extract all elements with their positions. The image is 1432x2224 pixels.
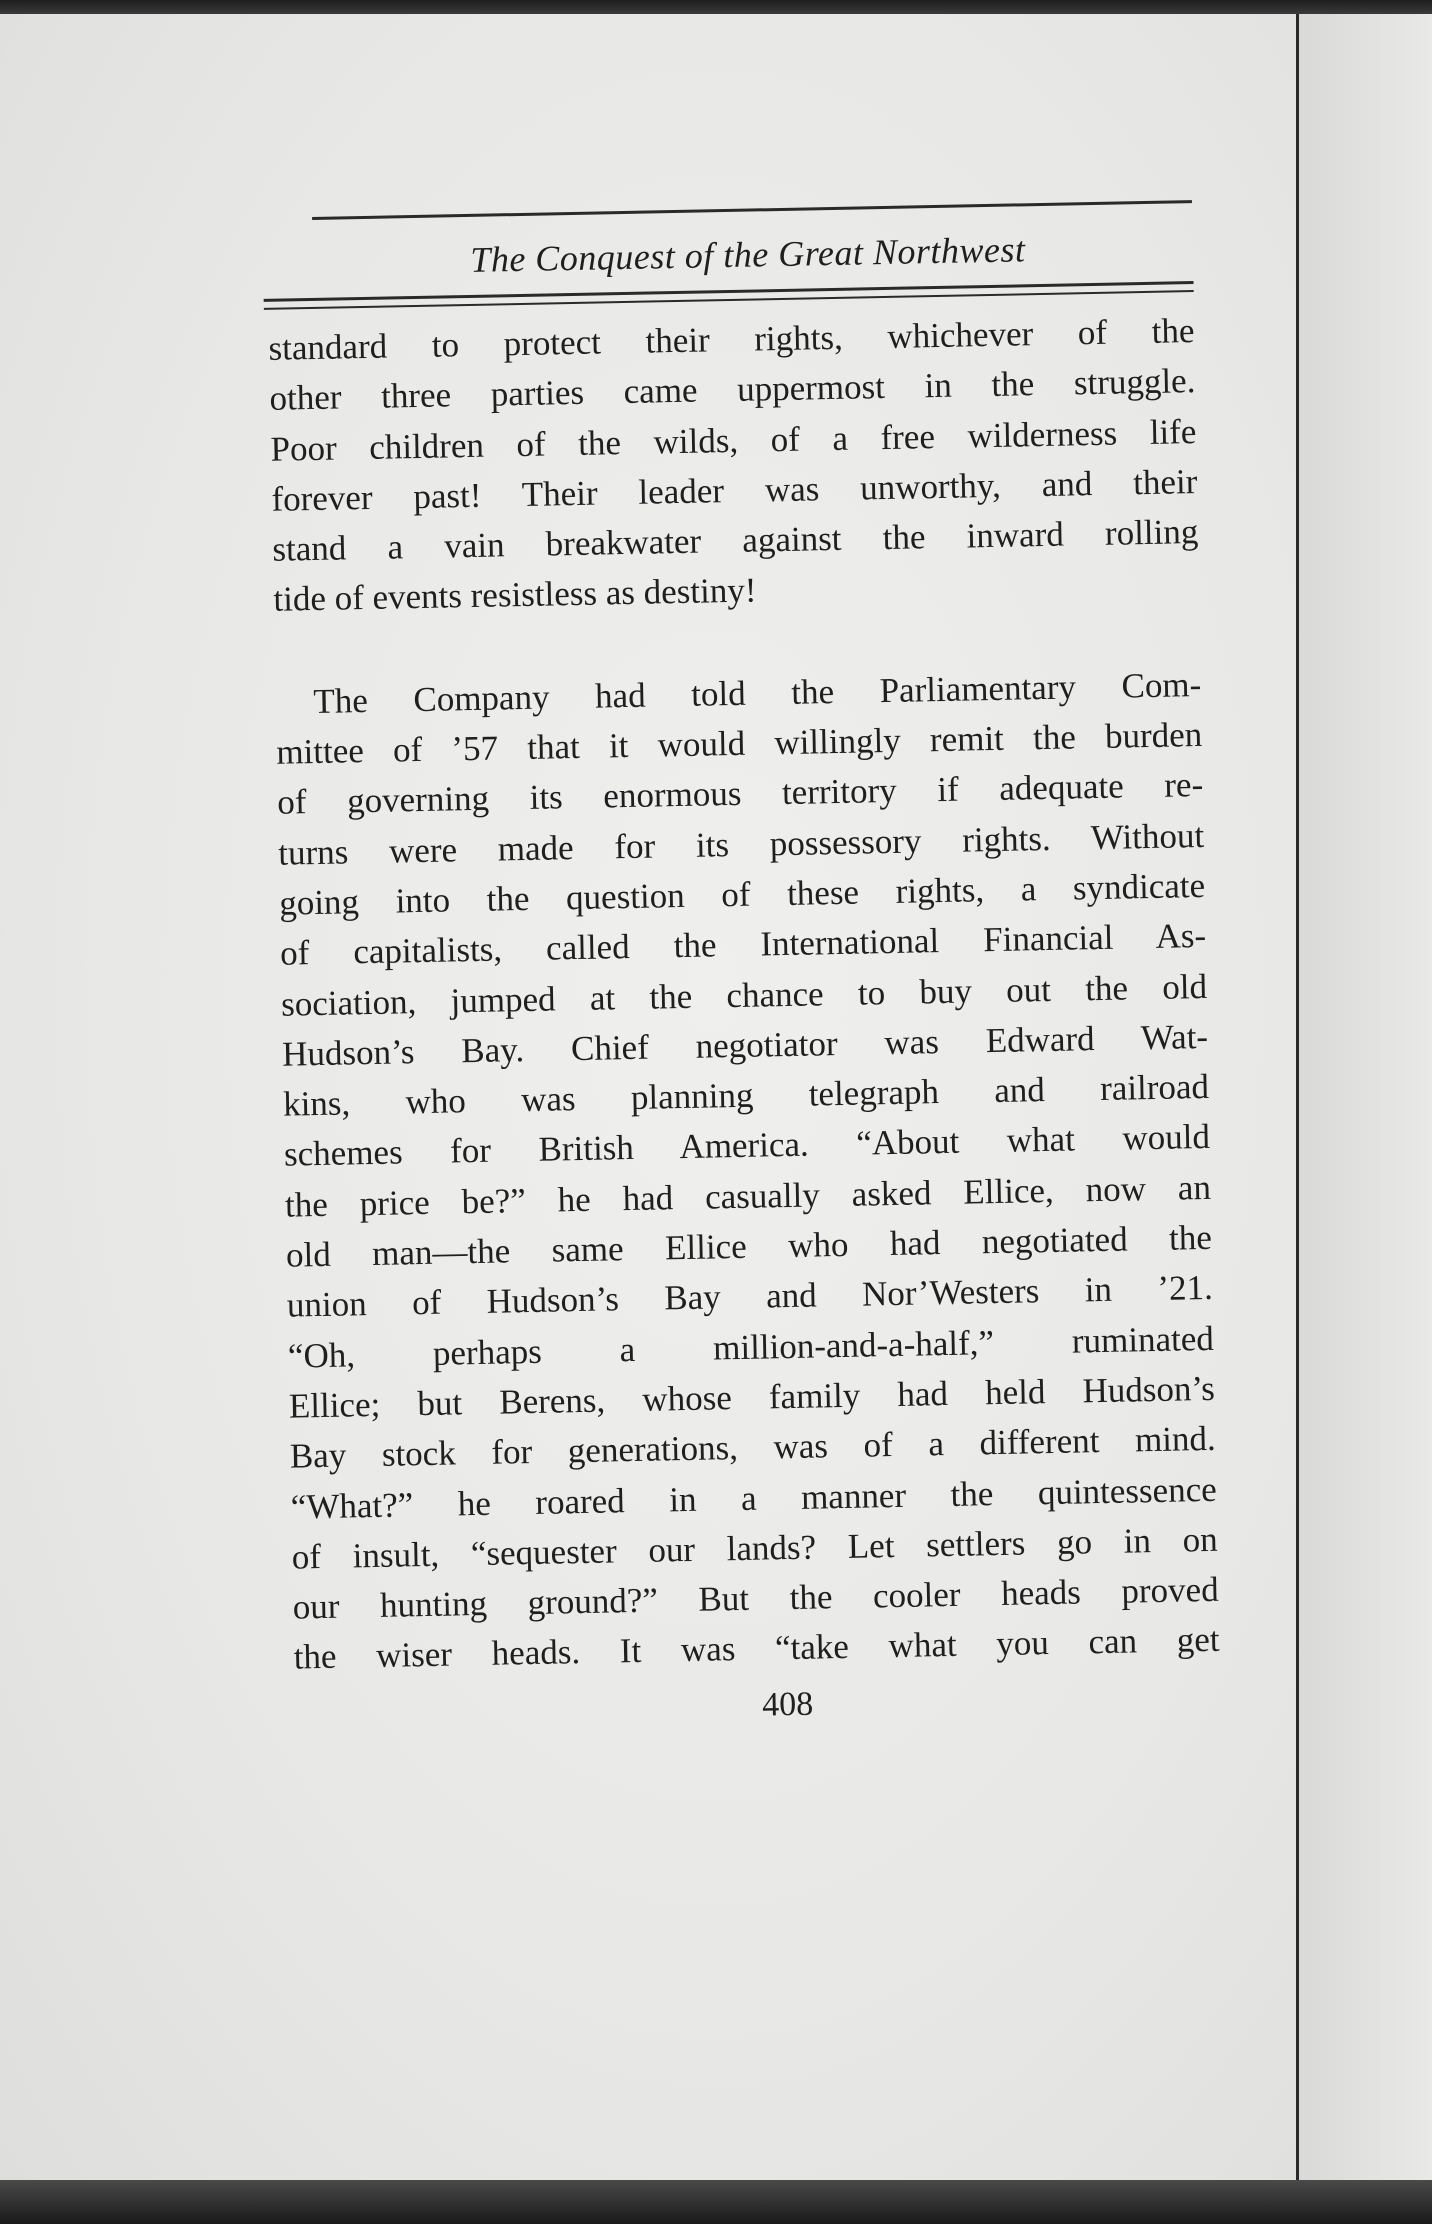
text-block — [262, 200, 1221, 1740]
running-head: The Conquest of the Great Northwest — [469, 229, 1026, 280]
text-line: “What?” he roared in a manner the quintessence — [290, 1469, 1218, 1527]
scan-bottom-edge — [0, 2180, 1432, 2224]
text-line: old man—the same Ellice who had negotiated the — [285, 1217, 1213, 1275]
text-line: of capitalists, called the International Financial As- — [279, 916, 1207, 973]
page-number: 408 — [761, 1685, 814, 1724]
paragraph-1 — [268, 306, 1200, 626]
text-line: Hudson’s Bay. Chief negotiator was Edward Wat- — [281, 1016, 1209, 1074]
text-line: of governing its enormous territory if adequate re- — [276, 765, 1204, 823]
text-line: The Company had told the Parliamentary Com- — [313, 664, 1202, 721]
text-line: Bay stock for generations, was of a different mind. — [289, 1419, 1217, 1476]
text-line: Poor children of the wilds, of a free wilderness life — [270, 411, 1197, 469]
text-line: kins, who was planning telegraph and railroad — [282, 1067, 1210, 1124]
text-line: the wiser heads. It was “take what you can get — [293, 1620, 1220, 1678]
text-line: our hunting ground?” But the cooler heads proved — [292, 1569, 1219, 1627]
text-line: tide of events resistless as destiny! — [273, 570, 757, 620]
text-line: the price be?” he had casually asked Ellice, now an — [284, 1167, 1212, 1225]
text-line: sociation, jumped at the chance to buy out the old — [280, 966, 1208, 1024]
text-line: turns were made for its possessory rights. Without — [277, 815, 1205, 873]
text-line: going into the question of these rights, a syndicate — [278, 865, 1206, 923]
header-double-rule — [264, 281, 1194, 310]
paragraph-2 — [275, 660, 1220, 1684]
text-line: schemes for British America. “About what would — [283, 1117, 1211, 1175]
text-line: “Oh, perhaps a million-and-a-half,” ruminated — [287, 1318, 1215, 1376]
body-text — [264, 306, 1221, 1740]
adjacent-page-edge — [1299, 14, 1432, 2180]
text-line: union of Hudson’s Bay and Nor’Westers in ’21. — [286, 1268, 1214, 1325]
text-line: stand a vain breakwater against the inward rolling — [272, 512, 1199, 569]
text-line: mittee of ’57 that it would willingly remit the burden — [275, 715, 1203, 772]
text-line: standard to protect their rights, whichever of the — [268, 311, 1195, 368]
scan-top-edge — [0, 0, 1432, 14]
book-page — [0, 14, 1296, 2180]
text-line: forever past! Their leader was unworthy, and their — [271, 461, 1198, 519]
header-rule — [312, 200, 1192, 220]
text-line: other three parties came uppermost in the struggle. — [269, 361, 1196, 419]
text-line: of insult, “sequester our lands? Let settlers go in on — [291, 1519, 1219, 1577]
text-line: Ellice; but Berens, whose family had held Hudson’s — [288, 1368, 1216, 1426]
